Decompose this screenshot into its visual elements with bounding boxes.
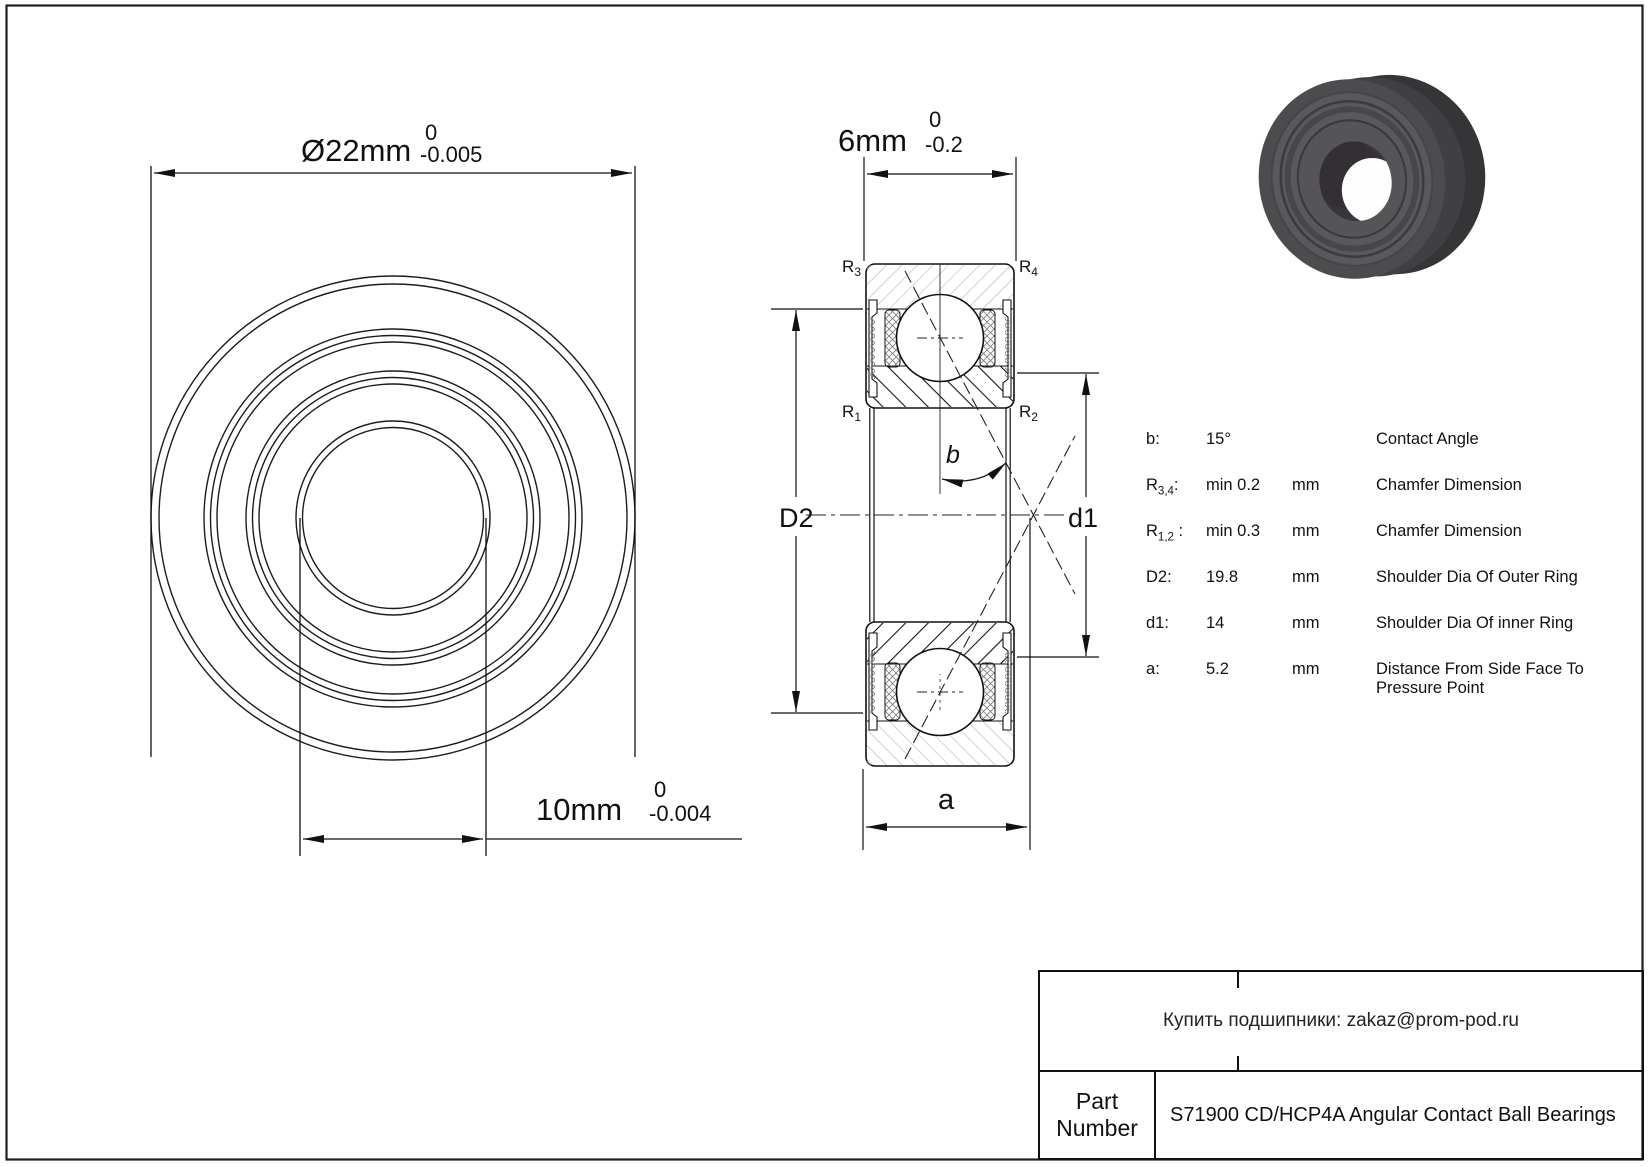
spec-param: a: bbox=[1146, 660, 1160, 678]
spec-value: 15° bbox=[1206, 430, 1231, 448]
cell-divider bbox=[1154, 1072, 1156, 1158]
spec-row-d2 bbox=[1146, 568, 1646, 614]
spec-row-d1 bbox=[1146, 614, 1646, 660]
spec-description: Chamfer Dimension bbox=[1376, 522, 1522, 540]
spec-unit: mm bbox=[1292, 522, 1320, 540]
spec-value: 19.8 bbox=[1206, 568, 1239, 586]
width-tolerance-upper: 0 bbox=[929, 107, 942, 132]
label-contact-angle-b: b bbox=[946, 441, 960, 469]
spec-row-contact-angle bbox=[1146, 430, 1646, 476]
spec-unit: mm bbox=[1292, 476, 1320, 494]
spec-value: 14 bbox=[1206, 614, 1225, 632]
spec-unit: mm bbox=[1292, 568, 1320, 586]
spec-description: Shoulder Dia Of Outer Ring bbox=[1376, 568, 1578, 586]
label-r2: $R_2$ bbox=[1019, 402, 1038, 424]
bore-tolerance-lower: -0.004 bbox=[649, 801, 712, 826]
spec-unit: mm bbox=[1292, 660, 1320, 678]
spec-description: Chamfer Dimension bbox=[1376, 476, 1522, 494]
spec-description: Distance From Side Face To Pressure Point bbox=[1376, 660, 1584, 697]
bore-tolerance-upper: 0 bbox=[654, 777, 667, 802]
spec-param: $R_{1,2}$ : bbox=[1146, 522, 1184, 544]
spec-unit: mm bbox=[1292, 614, 1320, 632]
spec-value: 5.2 bbox=[1206, 660, 1229, 678]
front-view bbox=[151, 276, 635, 760]
spec-param: d1: bbox=[1146, 614, 1169, 632]
label-d2: D2 bbox=[779, 503, 814, 533]
spec-description: Contact Angle bbox=[1376, 430, 1479, 448]
section-bottom-half bbox=[866, 622, 1014, 766]
front-view-dimensions bbox=[151, 166, 742, 856]
spec-row-chamfer-12 bbox=[1146, 522, 1646, 568]
bore-dimension-text: 10mm bbox=[536, 792, 623, 827]
spec-description: Shoulder Dia Of inner Ring bbox=[1376, 614, 1574, 632]
spec-param: D2: bbox=[1146, 568, 1172, 586]
width-dimension-text: 6mm bbox=[838, 123, 907, 158]
part-number-value: S71900 CD/HCP4A Angular Contact Ball Bearings bbox=[1170, 1103, 1616, 1126]
label-d1: d1 bbox=[1068, 503, 1099, 533]
spec-value: min 0.2 bbox=[1206, 476, 1261, 494]
contact-line: Купить подшипники: zakaz@prom-pod.ru bbox=[1162, 1010, 1520, 1031]
label-r4: $R_4$ bbox=[1019, 257, 1038, 279]
od-tolerance-upper: 0 bbox=[425, 120, 438, 145]
spec-param: b: bbox=[1146, 430, 1160, 448]
width-tolerance-lower: -0.2 bbox=[925, 132, 963, 157]
spec-value: min 0.3 bbox=[1206, 522, 1261, 540]
od-dimension-text: Ø22mm bbox=[301, 133, 412, 168]
spec-table bbox=[1146, 430, 1646, 706]
spec-row-chamfer-34 bbox=[1146, 476, 1646, 522]
od-tolerance-lower: -0.005 bbox=[420, 142, 483, 167]
part-number-label: Part Number bbox=[1056, 1088, 1138, 1141]
spec-param: $R_{3,4}$: bbox=[1146, 476, 1179, 498]
label-r3: $R_3$ bbox=[842, 257, 861, 279]
part-number-row bbox=[1038, 1070, 1644, 1160]
bearing-3d-photo bbox=[1240, 54, 1503, 301]
label-a: a bbox=[938, 784, 955, 816]
spec-row-a bbox=[1146, 660, 1646, 706]
label-r1: $R_1$ bbox=[842, 402, 861, 424]
contact-box bbox=[1038, 970, 1644, 1072]
